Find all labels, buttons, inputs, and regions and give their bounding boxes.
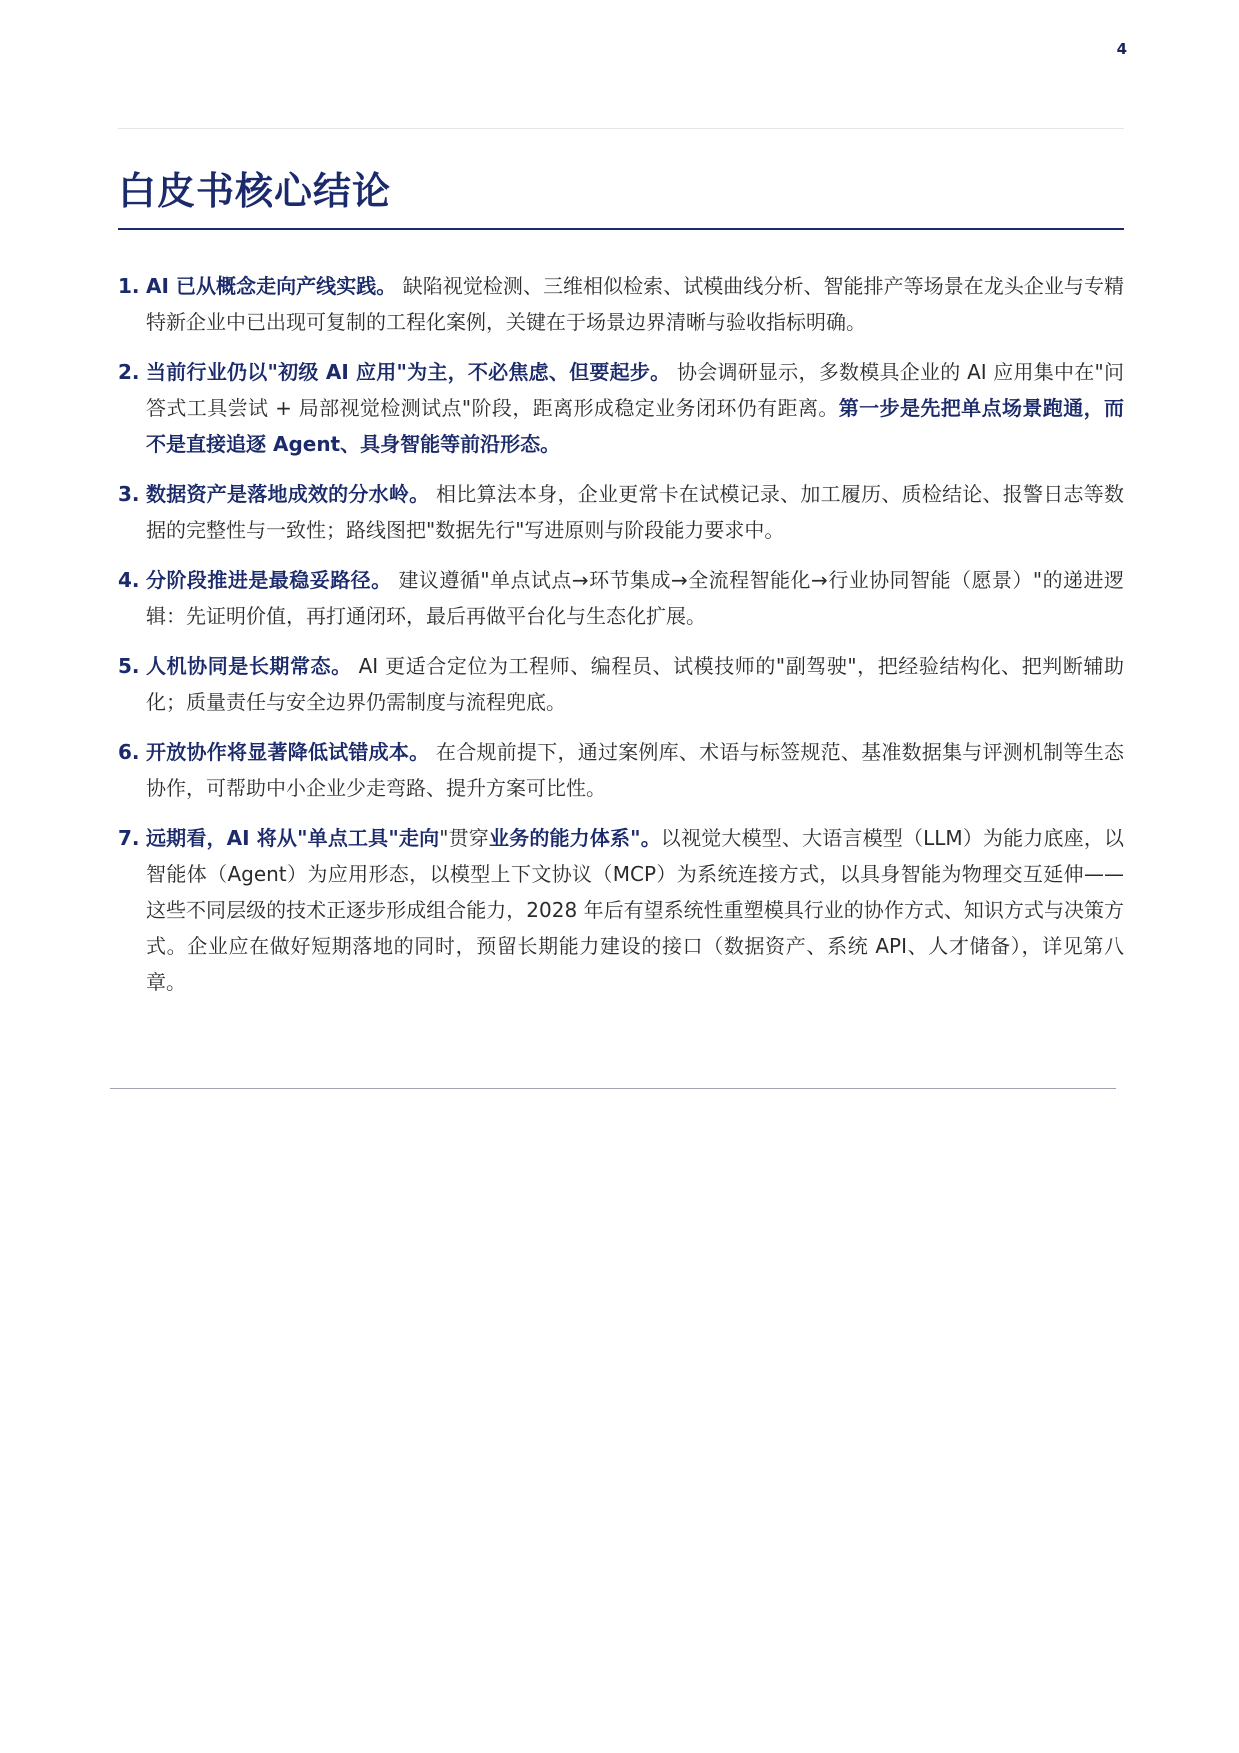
item-lead: 开放协作将显著降低试错成本。 — [146, 740, 430, 764]
bottom-divider — [110, 1088, 1116, 1089]
item-number: 3. — [118, 482, 140, 506]
item-text: 缺陷视觉检测、三维相似检索、试模曲线分析、智能排产等场景在龙头企业与专精特新企业中已出现可复制的工程化案例，关键在于场景边界清晰与验收指标明确。 — [146, 274, 1124, 334]
item-text: 相比算法本身，企业更常卡在试模记录、加工履历、质检结论、报警日志等数据的完整性与一致性；路线图把"数据先行"写进原则与阶段能力要求中。 — [146, 482, 1125, 542]
conclusion-item — [118, 476, 1124, 548]
conclusion-item — [118, 648, 1124, 720]
item-number: 1. — [118, 274, 140, 298]
top-divider — [118, 128, 1124, 129]
item-text: 协会调研显示，多数模具企业的 AI 应用集中在"问答式工具尝试 + 局部视觉检测试点"阶段，距离形成稳定业务闭环仍有距离。 — [146, 360, 1125, 420]
item-body — [146, 562, 1124, 634]
item-lead: 分阶段推进是最稳妥路径。 — [146, 568, 392, 592]
item-body — [146, 354, 1124, 462]
item-number: 7. — [118, 826, 140, 850]
item-text: 在合规前提下，通过案例库、术语与标签规范、基准数据集与评测机制等生态协作，可帮助中小企业少走弯路、提升方案可比性。 — [146, 740, 1125, 800]
conclusion-list — [118, 268, 1124, 1014]
item-lead: AI 已从概念走向产线实践。 — [146, 274, 397, 298]
conclusion-item — [118, 268, 1124, 340]
conclusion-item — [118, 562, 1124, 634]
item-number: 4. — [118, 568, 140, 592]
item-number: 5. — [118, 654, 140, 678]
item-body — [146, 268, 1124, 340]
item-number: 6. — [118, 740, 140, 764]
item-lead: 人机协同是长期常态。 — [146, 654, 352, 678]
page-number: 4 — [1116, 40, 1127, 58]
item-lead: 当前行业仍以"初级 AI 应用"为主，不必焦虑、但要起步。 — [146, 360, 671, 384]
item-body — [146, 648, 1124, 720]
conclusion-item — [118, 734, 1124, 806]
item-text: 建议遵循"单点试点→环节集成→全流程智能化→行业协同智能（愿景）"的递进逻辑：先证明价值，再打通闭环，最后再做平台化与生态化扩展。 — [146, 568, 1124, 628]
item-number: 2. — [118, 360, 140, 384]
item-text-mid: "贯穿 — [439, 826, 489, 850]
title-underline — [118, 228, 1124, 230]
item-lead-continued: 业务的能力体系"。 — [488, 826, 661, 850]
item-lead: 远期看，AI 将从"单点工具"走向 — [146, 826, 440, 850]
item-text: AI 更适合定位为工程师、编程员、试模技师的"副驾驶"，把经验结构化、把判断辅助化；质量责任与安全边界仍需制度与流程兜底。 — [146, 654, 1124, 714]
item-text: 以视觉大模型、大语言模型（LLM）为能力底座，以智能体（Agent）为应用形态，以模型上下文协议（MCP）为系统连接方式，以具身智能为物理交互延伸——这些不同层级的技术正逐步形成组合能力，2028 年后有望系统性重塑模具行业的协作方式、知识方式与决策方式。企业应在做好短期落地的同时，预留长期能力建设的接口（数据资产、系统 API、人才储备），详见第八章。 — [146, 826, 1125, 994]
item-body — [146, 476, 1124, 548]
item-body — [146, 734, 1124, 806]
item-body — [146, 820, 1124, 1000]
conclusion-item — [118, 354, 1124, 462]
item-lead: 数据资产是落地成效的分水岭。 — [146, 482, 430, 506]
page-title: 白皮书核心结论 — [118, 169, 392, 213]
conclusion-item — [118, 820, 1124, 1000]
item-emphasis: 第一步是先把单点场景跑通，而不是直接追逐 Agent、具身智能等前沿形态。 — [146, 396, 1125, 456]
